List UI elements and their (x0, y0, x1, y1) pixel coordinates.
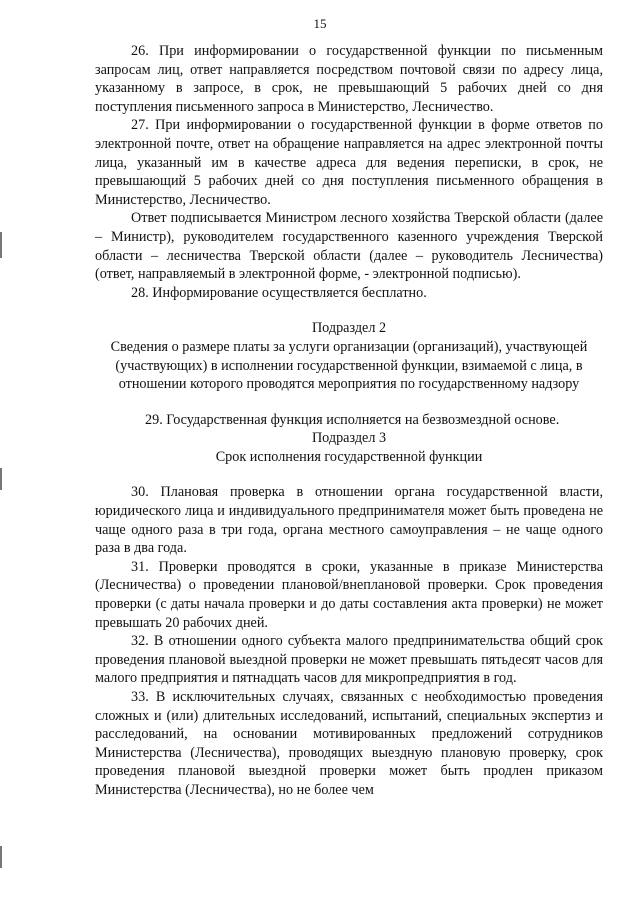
subsection-2-title: Сведения о размере платы за услуги организации (организаций), участвующей (участвующих) в исполнении государственной функции, взимаемой с лица, в отношении которого проводятся мероприятия по государственному надзору (110, 338, 588, 393)
scan-margin-mark (0, 846, 2, 868)
paragraph-29: 29. Государственная функция исполняется на безвозмездной основе. (145, 411, 560, 428)
subsection-3-label: Подраздел 3 (311, 430, 387, 447)
page-number: 15 (313, 16, 327, 31)
subsection-3-title: Срок исполнения государственной функции (215, 448, 483, 465)
paragraph-27-signature: Ответ подписывается Министром лесного хозяйства Тверской области (далее – Министр), руководителем государственного казенного учреждения Тверской области – лесничества Тверской области (далее – руководитель Лесничества) (ответ, направляемый в электронной форме, - электронной подписью). (95, 210, 603, 283)
scan-margin-mark (0, 468, 2, 490)
paragraph-26: 26. При информировании о государственной функции по письменным запросам лиц, ответ направляется посредством почтовой связи по адресу лица, указанному в запросе, в срок, не превышающий 5 рабочих дней со дня поступления письменного запроса в Министерство, Лесничество. (95, 43, 603, 115)
scan-margin-mark (0, 232, 2, 258)
document-body (95, 42, 603, 800)
paragraph-32: 32. В отношении одного субъекта малого предпринимательства общий срок проведения плановой выездной проверки не может превышать пятьдесят часов для малого предприятия и пятнадцать часов для микропредприятия в год. (95, 633, 603, 687)
paragraph-28: 28. Информирование осуществляется бесплатно. (131, 284, 427, 301)
paragraph-33: 33. В исключительных случаях, связанных с необходимостью проведения сложных и (или) длительных исследований, испытаний, специальных экспертиз и расследований, на основании мотивированных предложений сотрудников Министерства (Лесничества), проводящих выездную плановую проверку, срок проведения плановой выездной проверки может быть продлен приказом Министерства (Лесничества), но не более чем (95, 689, 603, 798)
paragraph-31: 31. Проверки проводятся в сроки, указанные в приказе Министерства (Лесничества) о проведении плановой/внеплановой проверки. Срок проведения проверки (с даты начала проверки и до даты составления акта проверки) не может превышать 20 рабочих дней. (95, 558, 603, 631)
paragraph-27: 27. При информировании о государственной функции в форме ответов по электронной почте, ответ на обращение направляется на адрес электронной почты лица, указанный им в качестве адреса для ведения переписки, в срок, не превышающий 5 рабочих дней со дня поступления письменного обращения в Министерство, Лесничество. (95, 117, 603, 208)
paragraph-30: 30. Плановая проверка в отношении органа государственной власти, юридического лица и индивидуального предпринимателя может быть проведена не чаще одного раза в три года, органа местного самоуправления – не чаще одного раза в два года. (95, 484, 603, 557)
subsection-2-label: Подраздел 2 (311, 320, 387, 337)
